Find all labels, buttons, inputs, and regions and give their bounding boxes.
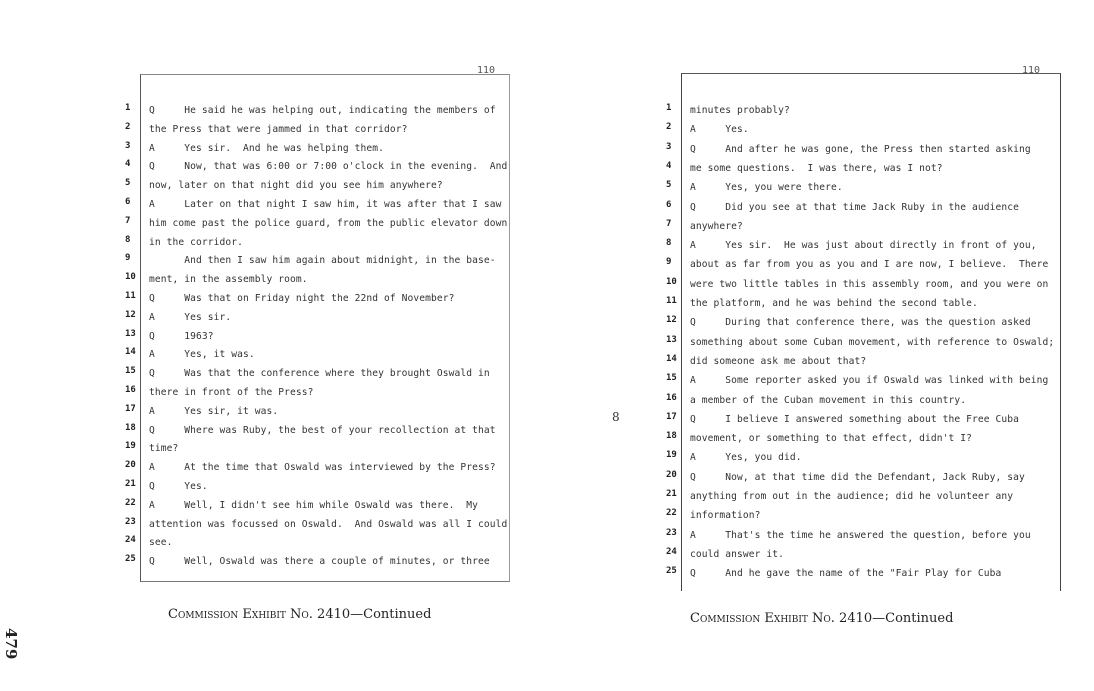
transcript-line: [666, 410, 1060, 429]
line-number: 8: [666, 238, 672, 249]
line-number: 17: [125, 403, 136, 414]
line-number: 12: [666, 315, 677, 326]
transcript-line: [666, 101, 1060, 120]
transcript-line: [125, 439, 509, 458]
line-number: 9: [125, 253, 131, 264]
transcript-line: [125, 533, 509, 552]
side-page-number: 479: [2, 628, 20, 660]
left-caption-title: Commission Exhibit No. 2410: [168, 607, 351, 622]
line-number: 18: [666, 431, 677, 442]
line-number: 23: [125, 516, 136, 527]
line-text: Q During that conference there, was the question asked: [690, 317, 1031, 329]
line-text: the Press that were jammed in that corridor?: [149, 123, 408, 135]
transcript-line: [125, 120, 509, 139]
line-number: 2: [666, 122, 672, 133]
line-text: A Yes, you did.: [690, 452, 802, 464]
transcript-line: [666, 429, 1060, 448]
transcript-line: [125, 308, 509, 327]
line-number: 22: [666, 508, 677, 519]
transcript-line: [666, 352, 1060, 371]
line-text: A At the time that Oswald was interviewed by the Press?: [149, 462, 496, 474]
line-number: 8: [125, 234, 131, 245]
line-number: 6: [125, 197, 131, 207]
transcript-line: [666, 236, 1060, 255]
line-text: Q Did you see at that time Jack Ruby in the audience: [690, 201, 1020, 213]
line-text: him come past the police guard, from the public elevator down: [149, 217, 508, 229]
line-text: attention was focussed on Oswald. And Oswald was all I could: [149, 518, 508, 530]
line-text: Q Now, that was 6:00 or 7:00 o'clock in the evening. And: [149, 161, 508, 173]
right-caption-title: Commission Exhibit No. 2410: [690, 611, 873, 626]
line-number: 18: [125, 422, 136, 433]
line-number: 25: [125, 554, 136, 565]
line-number: 19: [125, 441, 136, 452]
line-text: see.: [149, 537, 173, 549]
line-number: 21: [666, 489, 677, 499]
transcript-line: [125, 195, 509, 214]
line-number: 3: [125, 140, 131, 151]
transcript-line: [125, 176, 509, 195]
line-text: Q Where was Ruby, the best of your recollection at that: [149, 424, 496, 436]
line-text: A Yes sir. And he was helping them.: [149, 142, 385, 154]
line-text: And then I saw him again about midnight, in the base-: [149, 255, 496, 267]
line-text: were two little tables in this assembly room, and you were on: [690, 278, 1049, 290]
left-caption-suffix: —Continued: [350, 607, 432, 622]
transcript-line: [125, 139, 509, 158]
transcript-line: [125, 157, 509, 176]
transcript-line: [125, 552, 509, 571]
line-text: anywhere?: [690, 220, 743, 232]
transcript-line: [666, 506, 1060, 525]
line-text: there in front of the Press?: [149, 387, 314, 398]
transcript-line: [666, 178, 1060, 197]
transcript-line: [666, 391, 1060, 410]
line-number: 1: [666, 103, 672, 113]
transcript-line: [125, 101, 509, 120]
right-caption-suffix: —Continued: [872, 611, 954, 626]
transcript-line: [125, 289, 509, 308]
line-number: 16: [125, 385, 136, 395]
line-text: A That's the time he answered the question, before you: [690, 529, 1031, 541]
line-text: A Yes sir, it was.: [149, 405, 279, 417]
line-number: 20: [125, 460, 136, 471]
line-number: 7: [666, 218, 672, 229]
line-text: did someone ask me about that?: [690, 355, 867, 367]
line-text: in the corridor.: [149, 236, 244, 248]
line-number: 21: [125, 479, 136, 489]
transcript-line: [666, 120, 1060, 139]
line-number: 11: [125, 291, 136, 301]
line-text: Q And after he was gone, the Press then started asking: [690, 143, 1031, 155]
left-exhibit-caption: [168, 607, 431, 622]
line-number: 23: [666, 527, 677, 538]
line-text: now, later on that night did you see him anywhere?: [149, 180, 443, 192]
line-text: A Yes, you were there.: [690, 182, 843, 194]
transcript-line: [666, 468, 1060, 487]
transcript-line: [125, 364, 509, 383]
transcript-line: [666, 487, 1060, 506]
line-text: me some questions. I was there, was I not?: [690, 162, 943, 174]
line-text: Q Well, Oswald was there a couple of minutes, or three: [149, 556, 490, 568]
line-text: Q And he gave the name of the "Fair Play for Cuba: [690, 568, 1002, 580]
line-text: something about some Cuban movement, with reference to Oswald;: [690, 336, 1055, 348]
line-number: 24: [125, 535, 136, 546]
line-text: about as far from you as you and I are now, I believe. There: [690, 259, 1049, 271]
transcript-line: [125, 214, 509, 233]
line-text: Q I believe I answered something about the Free Cuba: [690, 413, 1020, 425]
transcript-line: [666, 564, 1060, 583]
line-number: 10: [666, 276, 677, 287]
right-transcript-lines: [666, 74, 1060, 591]
line-number: 24: [666, 546, 677, 557]
line-text: Q Was that the conference where they brought Oswald in: [149, 368, 490, 380]
line-number: 5: [666, 180, 672, 191]
line-number: 20: [666, 469, 677, 480]
line-text: could answer it.: [690, 548, 785, 560]
transcript-line: [125, 327, 509, 346]
line-number: 25: [666, 566, 677, 577]
line-number: 19: [666, 450, 677, 461]
line-number: 7: [125, 215, 131, 226]
center-mark: 8: [612, 410, 620, 424]
line-number: 6: [666, 199, 672, 210]
line-text: Q He said he was helping out, indicating the members of: [149, 105, 496, 116]
line-number: 4: [125, 159, 131, 170]
transcript-line: [666, 255, 1060, 274]
line-number: 14: [666, 353, 677, 364]
transcript-line: [125, 496, 509, 515]
line-text: A Yes, it was.: [149, 349, 255, 361]
transcript-line: [666, 275, 1060, 294]
transcript-line: [125, 345, 509, 364]
transcript-line: [125, 233, 509, 252]
line-number: 13: [666, 334, 677, 345]
line-number: 11: [666, 296, 677, 306]
transcript-line: [125, 515, 509, 534]
transcript-line: [666, 198, 1060, 217]
line-number: 14: [125, 347, 136, 358]
transcript-line: [666, 448, 1060, 467]
line-text: minutes probably?: [690, 105, 790, 116]
line-number: 10: [125, 272, 136, 283]
transcript-line: [125, 477, 509, 496]
line-number: 1: [125, 103, 131, 113]
line-number: 3: [666, 141, 672, 152]
left-page-number: 110: [477, 65, 496, 76]
transcript-line: [666, 371, 1060, 390]
line-text: anything from out in the audience; did he volunteer any: [690, 491, 1014, 502]
transcript-line: [666, 545, 1060, 564]
line-text: A Later on that night I saw him, it was after that I saw: [149, 199, 502, 210]
transcript-line: [125, 421, 509, 440]
transcript-line: [666, 140, 1060, 159]
line-number: 13: [125, 328, 136, 339]
line-text: information?: [690, 510, 761, 522]
line-text: A Some reporter asked you if Oswald was linked with being: [690, 375, 1049, 387]
line-text: Q 1963?: [149, 330, 214, 342]
transcript-line: [125, 458, 509, 477]
line-text: A Yes.: [690, 124, 749, 136]
line-text: movement, or something to that effect, didn't I?: [690, 433, 973, 445]
line-number: 5: [125, 178, 131, 189]
line-text: Q Now, at that time did the Defendant, Jack Ruby, say: [690, 471, 1025, 483]
line-text: Q Was that on Friday night the 22nd of November?: [149, 293, 455, 304]
line-number: 2: [125, 121, 131, 132]
line-number: 15: [125, 366, 136, 377]
transcript-line: [125, 270, 509, 289]
right-exhibit-caption: [690, 611, 953, 626]
line-number: 9: [666, 257, 672, 268]
line-number: 12: [125, 309, 136, 320]
line-text: A Well, I didn't see him while Oswald was there. My: [149, 499, 479, 511]
line-text: the platform, and he was behind the second table.: [690, 298, 978, 309]
transcript-line: [666, 313, 1060, 332]
left-transcript-lines: [125, 75, 509, 581]
line-text: A Yes sir. He was just about directly in front of you,: [690, 240, 1037, 252]
line-number: 16: [666, 392, 677, 403]
line-number: 17: [666, 411, 677, 422]
line-number: 22: [125, 497, 136, 508]
line-number: 15: [666, 373, 677, 384]
line-text: Q Yes.: [149, 481, 208, 492]
left-transcript-page: [125, 65, 510, 582]
transcript-line: [125, 402, 509, 421]
transcript-line: [666, 526, 1060, 545]
transcript-line: [666, 159, 1060, 178]
transcript-line: [666, 217, 1060, 236]
transcript-line: [125, 383, 509, 402]
line-number: 4: [666, 160, 672, 171]
transcript-line: [666, 333, 1060, 352]
line-text: ment, in the assembly room.: [149, 274, 308, 286]
transcript-line: [666, 294, 1060, 313]
right-page-number: 110: [1022, 65, 1041, 76]
right-transcript-page: [666, 65, 1061, 591]
line-text: A Yes sir.: [149, 311, 232, 323]
transcript-line: [125, 251, 509, 270]
line-text: time?: [149, 443, 179, 455]
line-text: a member of the Cuban movement in this country.: [690, 394, 967, 406]
